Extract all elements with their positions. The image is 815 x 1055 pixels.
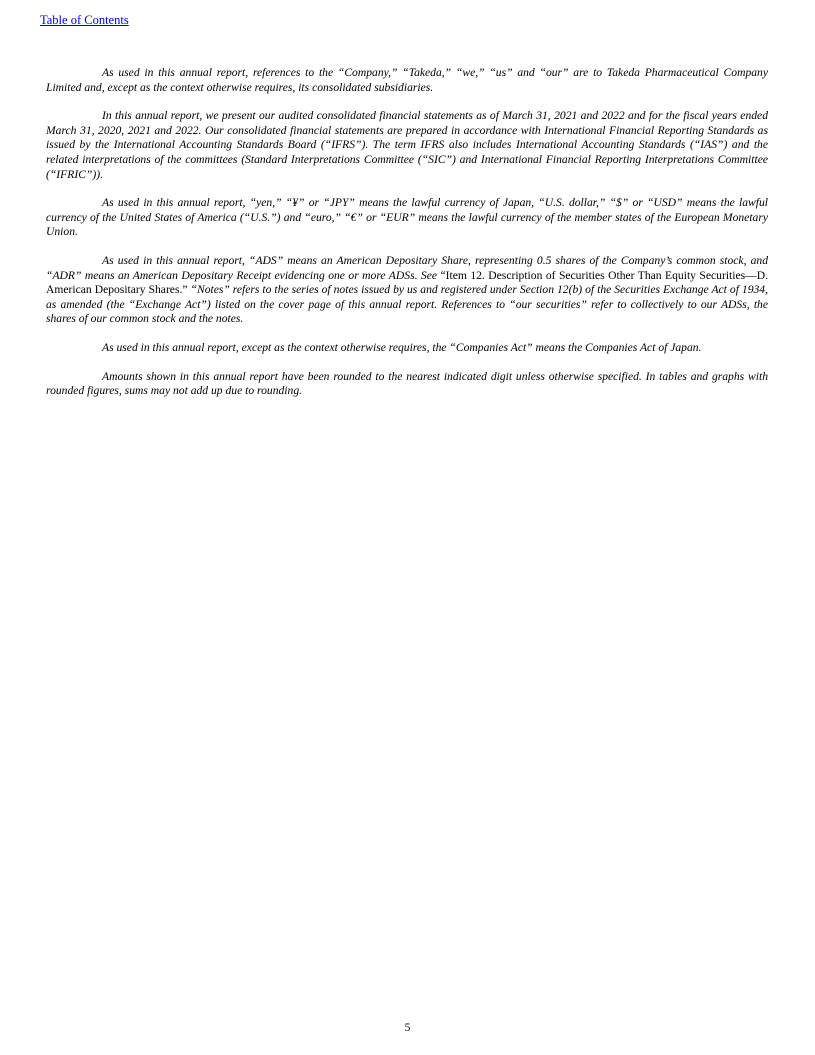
paragraph bbox=[46, 370, 768, 399]
paragraph-text: “Notes” refers to the series of notes issued by us and registered under Section 12(b) of the Securities Exchange Act of 1934, as amended (the “Exchange Act”) listed on the cover page of this annual report. References to “our securities” refer to collectively to our ADSs, the shares of our common stock and the notes. bbox=[46, 283, 768, 326]
table-of-contents-link[interactable]: Table of Contents bbox=[40, 13, 129, 27]
paragraph bbox=[46, 196, 768, 240]
paragraph-text: Amounts shown in this annual report have been rounded to the nearest indicated digit unless otherwise specified. In tables and graphs with rounded figures, sums may not add up due to rounding. bbox=[46, 369, 768, 398]
paragraph bbox=[46, 66, 768, 95]
paragraph-text: As used in this annual report, “yen,” “¥” or “JPY” means the lawful currency of Japan, “U.S. dollar,” “$” or “USD” means the lawful currency of the United States of America (“U.S.”) and “euro,” “€” or “EUR” means the lawful currency of the member states of the European Monetary Union. bbox=[46, 196, 768, 239]
paragraph bbox=[46, 109, 768, 182]
paragraph-text: In this annual report, we present our audited consolidated financial statements as of March 31, 2021 and 2022 and for the fiscal years ended March 31, 2020, 2021 and 2022. Our consolidated financial statements are prepared in accordance with International Financial Reporting Standards as issued by the International Accounting Standards Board (“IFRS”). The term IFRS also includes International Accounting Standards (“IAS”) and the related interpretations of the committees (Standard Interpretations Committee (“SIC”) and International Financial Reporting Interpretations Committee (“IFRIC”)). bbox=[46, 109, 768, 181]
paragraph-text: As used in this annual report, except as the context otherwise requires, the “Companies Act” means the Companies Act of Japan. bbox=[102, 340, 702, 354]
paragraph-text: As used in this annual report, “ADS” means an American Depositary Share, representing 0.5 shares of the Company’s common stock, and “ADR” means an American Depositary Receipt evidencing one or more ADSs. See bbox=[46, 253, 768, 282]
paragraph-text: As used in this annual report, references to the “Company,” “Takeda,” “we,” “us” and “our” are to Takeda Pharmaceutical Company Limited and, except as the context otherwise requires, its consolidated subsidiaries. bbox=[46, 66, 768, 94]
paragraph-text: “Item 12. Description of Securities Other Than Equity Securities—D. American Depositary Shares.” bbox=[46, 268, 768, 297]
page-number: 5 bbox=[404, 1021, 411, 1034]
paragraph bbox=[46, 341, 768, 356]
document-body bbox=[46, 66, 768, 413]
paragraph bbox=[46, 254, 768, 327]
